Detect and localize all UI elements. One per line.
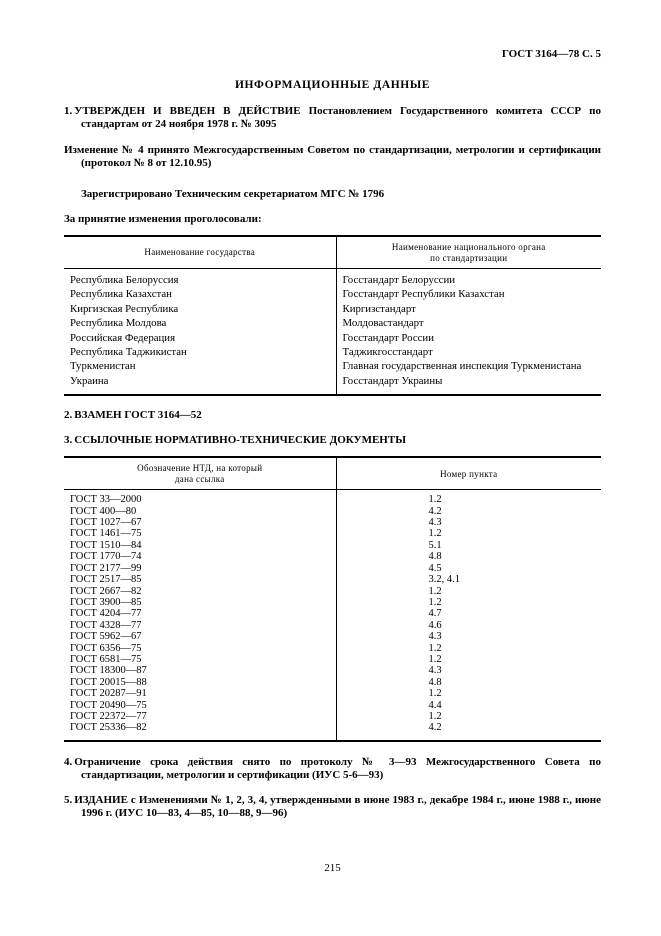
table-row [64, 631, 601, 642]
voted-intro: За принятие изменения проголосовали: [64, 213, 262, 225]
vote-table-head [64, 236, 601, 269]
table-cell: 1.2 [428, 585, 442, 597]
table-cell: 3.2, 4.1 [428, 574, 460, 586]
item-1 [64, 105, 601, 131]
table-cell: ГОСТ 1461—75 [64, 528, 336, 539]
table-row [64, 269, 601, 288]
table-row [64, 574, 601, 585]
reference-table-col1-header [64, 457, 336, 490]
item-4 [64, 756, 601, 782]
table-row [64, 643, 601, 654]
table-cell: ГОСТ 1027—67 [64, 517, 336, 528]
table-row [64, 316, 601, 330]
table-cell: ГОСТ 20287—91 [64, 688, 336, 699]
table-row [64, 287, 601, 301]
table-cell: 1.2 [428, 688, 442, 700]
table-cell: ГОСТ 4328—77 [64, 620, 336, 631]
table-cell: ГОСТ 6356—75 [64, 643, 336, 654]
table-cell: 4.8 [428, 676, 442, 688]
table-row [64, 345, 601, 359]
table-row [64, 540, 601, 551]
table-cell: 4.3 [428, 665, 442, 677]
table-cell: Российская Федерация [64, 331, 336, 345]
table-cell: ГОСТ 2177—99 [64, 563, 336, 574]
page-content [64, 0, 601, 874]
item-1-text: УТВЕРЖДЕН И ВВЕДЕН В ДЕЙСТВИЕ Постановлением Государственного комитета СССР по стандартам от 24 ноября 1978 г. № 3095 [74, 105, 601, 130]
table-cell: Туркменистан [64, 359, 336, 373]
table-cell: Киргизская Республика [64, 302, 336, 316]
vote-table-header-row [64, 236, 601, 269]
table-row [64, 654, 601, 665]
table-cell: 5.1 [428, 539, 442, 551]
vote-table-body [64, 269, 601, 396]
table-row [64, 688, 601, 699]
table-row [64, 302, 601, 316]
table-cell: ГОСТ 20490—75 [64, 700, 336, 711]
table-cell: 1.2 [428, 710, 442, 722]
reference-table-col1-header-line1: Обозначение НТД, на который [137, 463, 263, 474]
table-cell: ГОСТ 6581—75 [64, 654, 336, 665]
table-cell: ГОСТ 1510—84 [64, 540, 336, 551]
table-cell: ГОСТ 2517—85 [64, 574, 336, 585]
table-cell: 4.6 [428, 619, 442, 631]
table-cell: ГОСТ 18300—87 [64, 665, 336, 676]
table-cell: ГОСТ 20015—88 [64, 677, 336, 688]
item-5 [64, 794, 601, 820]
vote-table-col2-header-line2: по стандартизации [430, 252, 508, 263]
table-cell: 4.3 [428, 517, 442, 529]
table-cell: Госстандарт России [342, 331, 434, 344]
table-cell: 4.2 [428, 722, 442, 734]
table-cell: ГОСТ 1770—74 [64, 551, 336, 562]
vote-table-col1-header: Наименование государства [64, 236, 336, 269]
table-cell: 1.2 [428, 596, 442, 608]
item-5-text: ИЗДАНИЕ с Изменениями № 1, 2, 3, 4, утвержденными в июне 1983 г., декабре 1984 г., июне 1988 г., июне 1996 г. (ИУС 10—83, 4—85, 10—88, 9—96) [74, 793, 601, 819]
table-cell: 1.2 [428, 642, 442, 654]
table-row [64, 374, 601, 395]
doc-reference: ГОСТ 3164—78 С. 5 [501, 48, 601, 60]
table-cell: Госстандарт Республики Казахстан [342, 288, 505, 301]
table-cell: Главная государственная инспекция Туркменистана [342, 360, 582, 373]
item-3 [64, 434, 601, 447]
reference-table [64, 456, 601, 742]
table-row [64, 359, 601, 373]
table-cell: Госстандарт Белоруссии [342, 274, 455, 286]
table-cell: Таджикгосстандарт [342, 346, 433, 359]
page-number: 215 [324, 861, 341, 874]
item-2-number: 2. [64, 409, 73, 422]
table-cell: ГОСТ 5962—67 [64, 631, 336, 642]
table-row [64, 608, 601, 619]
reference-table-head [64, 457, 601, 490]
item-4-number: 4. [64, 755, 73, 768]
table-cell: 4.4 [428, 699, 442, 711]
table-row [64, 506, 601, 517]
table-cell: 1.2 [428, 494, 442, 506]
reference-table-col2-header: Номер пункта [336, 457, 601, 490]
table-row [64, 331, 601, 345]
vote-table [64, 235, 601, 396]
table-cell: Республика Казахстан [64, 287, 336, 301]
table-cell: Молдовастандарт [342, 317, 424, 330]
table-cell: Республика Таджикистан [64, 345, 336, 359]
table-cell: 4.5 [428, 562, 442, 574]
table-cell: Киргизстандарт [342, 302, 416, 315]
table-row [64, 597, 601, 608]
table-cell: ГОСТ 4204—77 [64, 608, 336, 619]
table-row [64, 563, 601, 574]
table-cell: Республика Молдова [64, 316, 336, 330]
table-row [64, 677, 601, 688]
table-cell: 4.8 [428, 551, 442, 563]
table-cell: ГОСТ 33—2000 [64, 490, 336, 506]
table-cell: 4.7 [428, 608, 442, 620]
item-1-number: 1. [64, 105, 73, 117]
table-row [64, 517, 601, 528]
table-cell: Украина [64, 374, 336, 395]
table-row [64, 586, 601, 597]
table-row [64, 700, 601, 711]
reference-table-header-row [64, 457, 601, 490]
table-row [64, 620, 601, 631]
table-row [64, 551, 601, 562]
table-row [64, 490, 601, 506]
reference-table-body [64, 490, 601, 741]
table-cell: 1.2 [428, 653, 442, 665]
table-cell: ГОСТ 25336—82 [64, 722, 336, 740]
table-cell: 1.2 [428, 528, 442, 540]
item-5-number: 5. [64, 793, 73, 806]
table-cell: ГОСТ 3900—85 [64, 597, 336, 608]
item-2 [64, 409, 601, 422]
registered-paragraph: Зарегистрировано Техническим секретариатом МГС № 1796 [81, 188, 385, 200]
table-row [64, 528, 601, 539]
table-row [64, 722, 601, 740]
table-cell: ГОСТ 2667—82 [64, 586, 336, 597]
table-row [64, 711, 601, 722]
amendment-paragraph: Изменение № 4 принято Межгосударственным Советом по стандартизации, метрологии и сертификации (протокол № 8 от 12.10.95) [64, 144, 601, 169]
table-cell: ГОСТ 22372—77 [64, 711, 336, 722]
table-cell: Республика Белоруссия [64, 269, 336, 288]
table-cell: ГОСТ 400—80 [64, 506, 336, 517]
item-3-number: 3. [64, 434, 73, 447]
table-row [64, 665, 601, 676]
reference-table-col1-header-line2: дана ссылка [174, 473, 225, 484]
item-3-text: ССЫЛОЧНЫЕ НОРМАТИВНО-ТЕХНИЧЕСКИЕ ДОКУМЕНТЫ [74, 434, 406, 447]
item-2-text: ВЗАМЕН ГОСТ 3164—52 [74, 409, 202, 422]
vote-table-col2-header [336, 236, 601, 269]
vote-table-col2-header-line1: Наименование национального органа [391, 242, 546, 252]
item-4-text: Ограничение срока действия снято по протоколу № 3—93 Межгосударственного Совета по стандартизации, метрологии и сертификации (ИУС 5-6—93) [74, 755, 601, 781]
page-title: ИНФОРМАЦИОННЫЕ ДАННЫЕ [234, 79, 431, 91]
table-cell: 4.3 [428, 631, 442, 643]
table-cell: Госстандарт Украины [342, 374, 443, 387]
table-cell: 4.2 [428, 505, 442, 517]
